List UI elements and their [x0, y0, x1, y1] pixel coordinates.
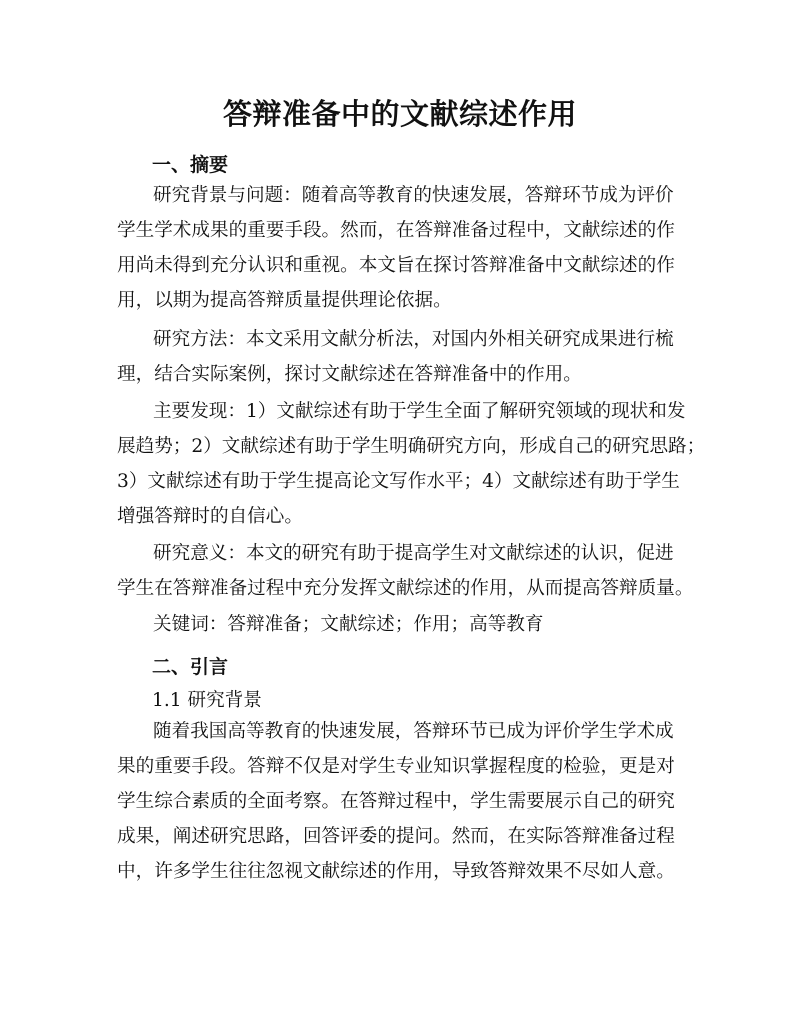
text-line: 用尚未得到充分认识和重视。本文旨在探讨答辩准备中文献综述的作 [117, 255, 675, 276]
text-line: 展趋势；2）文献综述有助于学生明确研究方向，形成自己的研究思路； [117, 436, 706, 457]
section-heading-introduction: 二、引言 [152, 656, 229, 678]
text-line: 研究方法：本文采用文献分析法，对国内外相关研究成果进行梳 [153, 329, 674, 350]
text-line: 增强答辩时的自信心。 [117, 506, 303, 527]
text-line: 3）文献综述有助于学生提高论文写作水平；4）文献综述有助于学生 [117, 471, 680, 492]
text-line: 研究意义：本文的研究有助于提高学生对文献综述的认识，促进 [153, 543, 674, 564]
subsection-heading-background: 1.1 研究背景 [152, 690, 262, 711]
text-line: 成果，阐述研究思路，回答评委的提问。然而，在实际答辩准备过程 [117, 826, 675, 847]
document-title: 答辩准备中的文献综述作用 [222, 97, 577, 131]
text-line: 研究背景与问题：随着高等教育的快速发展，答辩环节成为评价 [153, 185, 674, 206]
paragraph-keywords [117, 607, 683, 642]
paragraph-findings [117, 394, 706, 534]
text-line: 中，许多学生往往忽视文献综述的作用，导致答辩效果不尽如人意。 [117, 861, 675, 882]
text-line: 学生在答辩准备过程中充分发挥文献综述的作用，从而提高答辩质量。 [117, 578, 694, 599]
paragraph-significance [117, 536, 694, 606]
text-line: 学生学术成果的重要手段。然而，在答辩准备过程中，文献综述的作 [117, 220, 675, 241]
keywords-line: 关键词：答辩准备；文献综述；作用；高等教育 [153, 614, 544, 635]
text-line: 主要发现：1）文献综述有助于学生全面了解研究领域的现状和发 [153, 401, 686, 422]
paragraph-introduction [117, 714, 683, 889]
text-line: 理，结合实际案例，探讨文献综述在答辩准备中的作用。 [117, 364, 582, 385]
paragraph-method [117, 322, 683, 392]
text-line: 学生综合素质的全面考察。在答辩过程中，学生需要展示自己的研究 [117, 791, 675, 812]
text-line: 随着我国高等教育的快速发展，答辩环节已成为评价学生学术成 [153, 721, 674, 742]
paragraph-background [117, 178, 683, 318]
text-line: 果的重要手段。答辩不仅是对学生专业知识掌握程度的检验，更是对 [117, 756, 675, 777]
text-line: 用，以期为提高答辩质量提供理论依据。 [117, 290, 452, 311]
section-heading-abstract: 一、摘要 [152, 154, 229, 176]
